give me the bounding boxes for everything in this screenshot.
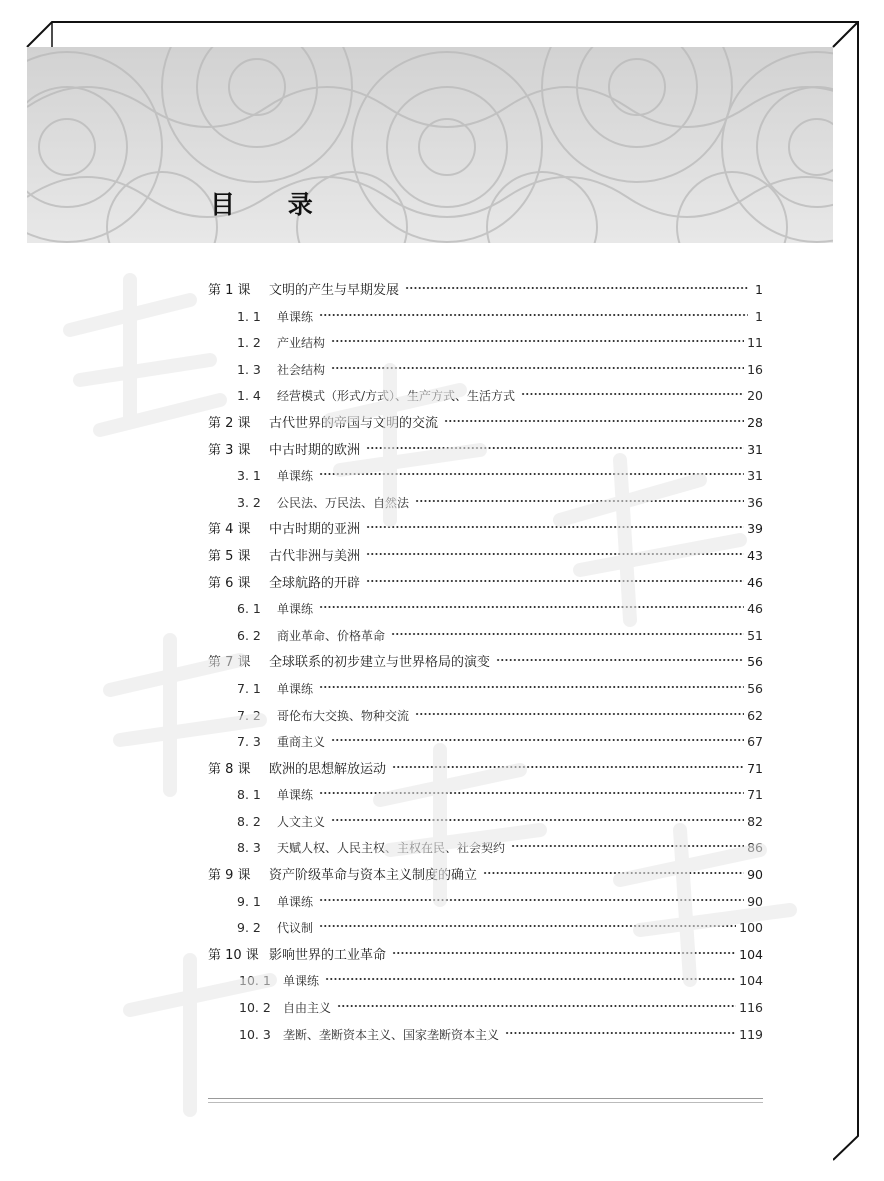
toc-section-row[interactable] bbox=[208, 623, 763, 650]
dot-leader bbox=[415, 493, 744, 505]
dot-leader bbox=[319, 892, 744, 904]
toc-page-number: 31 bbox=[747, 441, 763, 457]
toc-page-number: 100 bbox=[739, 920, 763, 936]
toc-page-number: 82 bbox=[747, 813, 763, 829]
toc-page-number: 71 bbox=[747, 787, 763, 803]
toc-page-number: 51 bbox=[747, 627, 763, 643]
toc-lesson-row[interactable] bbox=[208, 756, 763, 783]
toc-entry-title: 全球航路的开辟 bbox=[269, 575, 361, 591]
toc-page-number: 116 bbox=[739, 1000, 763, 1016]
dot-leader bbox=[319, 785, 744, 797]
toc-entry-number: 1. 2 bbox=[237, 335, 261, 351]
dot-leader bbox=[511, 838, 744, 850]
toc-entry-number: 10. 1 bbox=[239, 973, 271, 989]
toc-entry-title: 公民法、万民法、自然法 bbox=[277, 495, 410, 510]
toc-page-number: 16 bbox=[747, 361, 763, 377]
toc-entry-number: 第 2 课 bbox=[208, 415, 251, 431]
toc-entry-number: 第 6 课 bbox=[208, 575, 251, 591]
toc-page-number: 43 bbox=[747, 547, 763, 563]
toc-entry-title: 重商主义 bbox=[277, 735, 326, 750]
dot-leader bbox=[483, 865, 744, 877]
toc-entry-title: 商业革命、价格革命 bbox=[277, 628, 386, 643]
toc-page-number: 119 bbox=[739, 1026, 763, 1042]
dot-leader bbox=[331, 333, 744, 345]
dot-leader bbox=[366, 440, 744, 452]
toc-page-number: 56 bbox=[747, 654, 763, 670]
toc-entry-number: 10. 3 bbox=[239, 1026, 271, 1042]
toc-page-number: 39 bbox=[747, 521, 763, 537]
toc-page bbox=[27, 47, 833, 1160]
toc-page-number: 28 bbox=[747, 414, 763, 430]
toc-entry-title: 古代非洲与美洲 bbox=[269, 548, 361, 564]
dot-leader bbox=[366, 573, 744, 585]
toc-lesson-row[interactable] bbox=[208, 543, 763, 570]
toc-entry-title: 天赋人权、人民主权、主权在民、社会契约 bbox=[277, 841, 506, 856]
toc-entry-title: 代议制 bbox=[277, 921, 314, 936]
toc-entry-title: 单课练 bbox=[283, 974, 320, 989]
toc-section-row[interactable] bbox=[208, 703, 763, 730]
toc-section-row[interactable] bbox=[208, 915, 763, 942]
toc-section-row[interactable] bbox=[208, 835, 763, 862]
toc-page-number: 36 bbox=[747, 494, 763, 510]
toc-entry-number: 8. 1 bbox=[237, 787, 261, 803]
dot-leader bbox=[331, 812, 744, 824]
toc-entry-title: 古代世界的帝国与文明的交流 bbox=[269, 415, 439, 431]
toc-section-row[interactable] bbox=[208, 889, 763, 916]
toc-entry-title: 单课练 bbox=[277, 788, 314, 803]
toc-entry-title: 单课练 bbox=[277, 894, 314, 909]
toc-lesson-row[interactable] bbox=[208, 516, 763, 543]
dot-leader bbox=[521, 386, 744, 398]
toc-entry-number: 8. 2 bbox=[237, 813, 261, 829]
dot-leader bbox=[505, 1025, 736, 1037]
toc-entry-number: 1. 1 bbox=[237, 308, 261, 324]
toc-entry-number: 第 1 课 bbox=[208, 283, 251, 298]
toc-section-row[interactable] bbox=[208, 676, 763, 703]
toc-entry-title: 中古时期的欧洲 bbox=[269, 442, 361, 458]
toc-section-row[interactable] bbox=[208, 490, 763, 517]
toc-entry-title: 自由主义 bbox=[283, 1001, 332, 1016]
dot-leader bbox=[444, 413, 744, 425]
bottom-rule bbox=[208, 1098, 763, 1103]
toc-section-row[interactable] bbox=[208, 995, 763, 1022]
toc-entry-title: 人文主义 bbox=[277, 814, 326, 829]
toc-entry-title: 文明的产生与早期发展 bbox=[269, 283, 400, 298]
header-band bbox=[27, 47, 833, 243]
toc-entry-number: 9. 2 bbox=[237, 920, 261, 936]
toc-section-row[interactable] bbox=[208, 1022, 763, 1049]
toc-page-number: 46 bbox=[747, 601, 763, 617]
toc-page-number: 20 bbox=[747, 388, 763, 404]
toc-entry-title: 中古时期的亚洲 bbox=[269, 522, 361, 538]
toc-entry-number: 3. 2 bbox=[237, 494, 261, 510]
dot-leader bbox=[392, 759, 744, 771]
dot-leader bbox=[391, 626, 744, 638]
toc-page-number: 104 bbox=[739, 973, 763, 989]
toc-section-row[interactable] bbox=[208, 304, 763, 331]
dot-leader bbox=[496, 652, 744, 664]
dot-leader bbox=[319, 307, 748, 319]
toc-section-row[interactable] bbox=[208, 330, 763, 357]
toc-page-number: 90 bbox=[747, 893, 763, 909]
toc-entry-number: 第 10 课 bbox=[208, 947, 259, 963]
toc-entry-number: 3. 1 bbox=[237, 468, 261, 484]
toc-lesson-row[interactable] bbox=[208, 942, 763, 969]
toc-section-row[interactable] bbox=[208, 463, 763, 490]
toc-entry-title: 社会结构 bbox=[277, 362, 326, 377]
toc-page-number: 1 bbox=[755, 308, 763, 324]
toc-page-number: 90 bbox=[747, 867, 763, 883]
toc-entry-number: 6. 1 bbox=[237, 601, 261, 617]
toc-page-number: 67 bbox=[747, 734, 763, 750]
toc-section-row[interactable] bbox=[208, 729, 763, 756]
toc-lesson-row[interactable] bbox=[208, 437, 763, 464]
toc-section-row[interactable] bbox=[208, 809, 763, 836]
toc-list bbox=[208, 277, 763, 1048]
toc-entry-title: 全球联系的初步建立与世界格局的演变 bbox=[269, 655, 491, 671]
dot-leader bbox=[331, 732, 744, 744]
toc-entry-title: 单课练 bbox=[277, 602, 314, 617]
dot-leader bbox=[337, 998, 736, 1010]
toc-section-row[interactable] bbox=[208, 596, 763, 623]
toc-entry-number: 7. 2 bbox=[237, 707, 261, 723]
toc-entry-number: 7. 3 bbox=[237, 734, 261, 750]
toc-entry-title: 经营模式（形式/方式）、生产方式、生活方式 bbox=[277, 389, 516, 404]
toc-page-number: 86 bbox=[747, 840, 763, 856]
toc-entry-number: 10. 2 bbox=[239, 1000, 271, 1016]
toc-page-number: 1 bbox=[755, 282, 763, 297]
toc-entry-number: 8. 3 bbox=[237, 840, 261, 856]
page-title: 目 录 bbox=[210, 190, 335, 219]
toc-entry-number: 第 3 课 bbox=[208, 442, 251, 458]
toc-section-row[interactable] bbox=[208, 782, 763, 809]
toc-page-number: 11 bbox=[747, 335, 763, 351]
toc-lesson-row[interactable] bbox=[208, 862, 763, 889]
toc-entry-number: 第 5 课 bbox=[208, 548, 251, 564]
dot-leader bbox=[405, 280, 748, 292]
toc-entry-number: 第 9 课 bbox=[208, 868, 251, 884]
toc-entry-title: 单课练 bbox=[277, 309, 314, 324]
toc-section-row[interactable] bbox=[208, 383, 763, 410]
dot-leader bbox=[415, 706, 744, 718]
toc-page-number: 56 bbox=[747, 680, 763, 696]
dot-leader bbox=[392, 945, 736, 957]
toc-page-number: 71 bbox=[747, 760, 763, 776]
dot-leader bbox=[319, 466, 744, 478]
toc-entry-title: 欧洲的思想解放运动 bbox=[269, 761, 387, 777]
toc-entry-title: 单课练 bbox=[277, 681, 314, 696]
toc-entry-title: 产业结构 bbox=[277, 336, 326, 351]
toc-entry-number: 第 4 课 bbox=[208, 522, 251, 538]
dot-leader bbox=[319, 679, 744, 691]
dot-leader bbox=[366, 546, 744, 558]
dot-leader bbox=[325, 971, 736, 983]
toc-entry-number: 7. 1 bbox=[237, 680, 261, 696]
toc-lesson-row[interactable] bbox=[208, 277, 763, 304]
toc-entry-title: 资产阶级革命与资本主义制度的确立 bbox=[269, 868, 478, 884]
toc-page-number: 31 bbox=[747, 468, 763, 484]
dot-leader bbox=[331, 360, 744, 372]
dot-leader bbox=[366, 519, 744, 531]
toc-entry-title: 垄断、垄断资本主义、国家垄断资本主义 bbox=[283, 1027, 500, 1042]
toc-entry-number: 1. 3 bbox=[237, 361, 261, 377]
dot-leader bbox=[319, 599, 744, 611]
toc-entry-number: 第 7 课 bbox=[208, 655, 251, 671]
toc-entry-number: 9. 1 bbox=[237, 893, 261, 909]
toc-entry-title: 影响世界的工业革命 bbox=[269, 947, 387, 963]
toc-lesson-row[interactable] bbox=[208, 410, 763, 437]
toc-section-row[interactable] bbox=[208, 357, 763, 384]
toc-lesson-row[interactable] bbox=[208, 649, 763, 676]
dot-leader bbox=[319, 918, 736, 930]
toc-entry-number: 6. 2 bbox=[237, 627, 261, 643]
toc-lesson-row[interactable] bbox=[208, 570, 763, 597]
toc-entry-title: 单课练 bbox=[277, 469, 314, 484]
toc-entry-number: 第 8 课 bbox=[208, 761, 251, 777]
ornament-pattern-icon bbox=[27, 47, 833, 243]
toc-page-number: 62 bbox=[747, 707, 763, 723]
toc-entry-number: 1. 4 bbox=[237, 388, 261, 404]
toc-section-row[interactable] bbox=[208, 968, 763, 995]
toc-page-number: 104 bbox=[739, 946, 763, 962]
toc-entry-title: 哥伦布大交换、物种交流 bbox=[277, 708, 410, 723]
toc-page-number: 46 bbox=[747, 574, 763, 590]
